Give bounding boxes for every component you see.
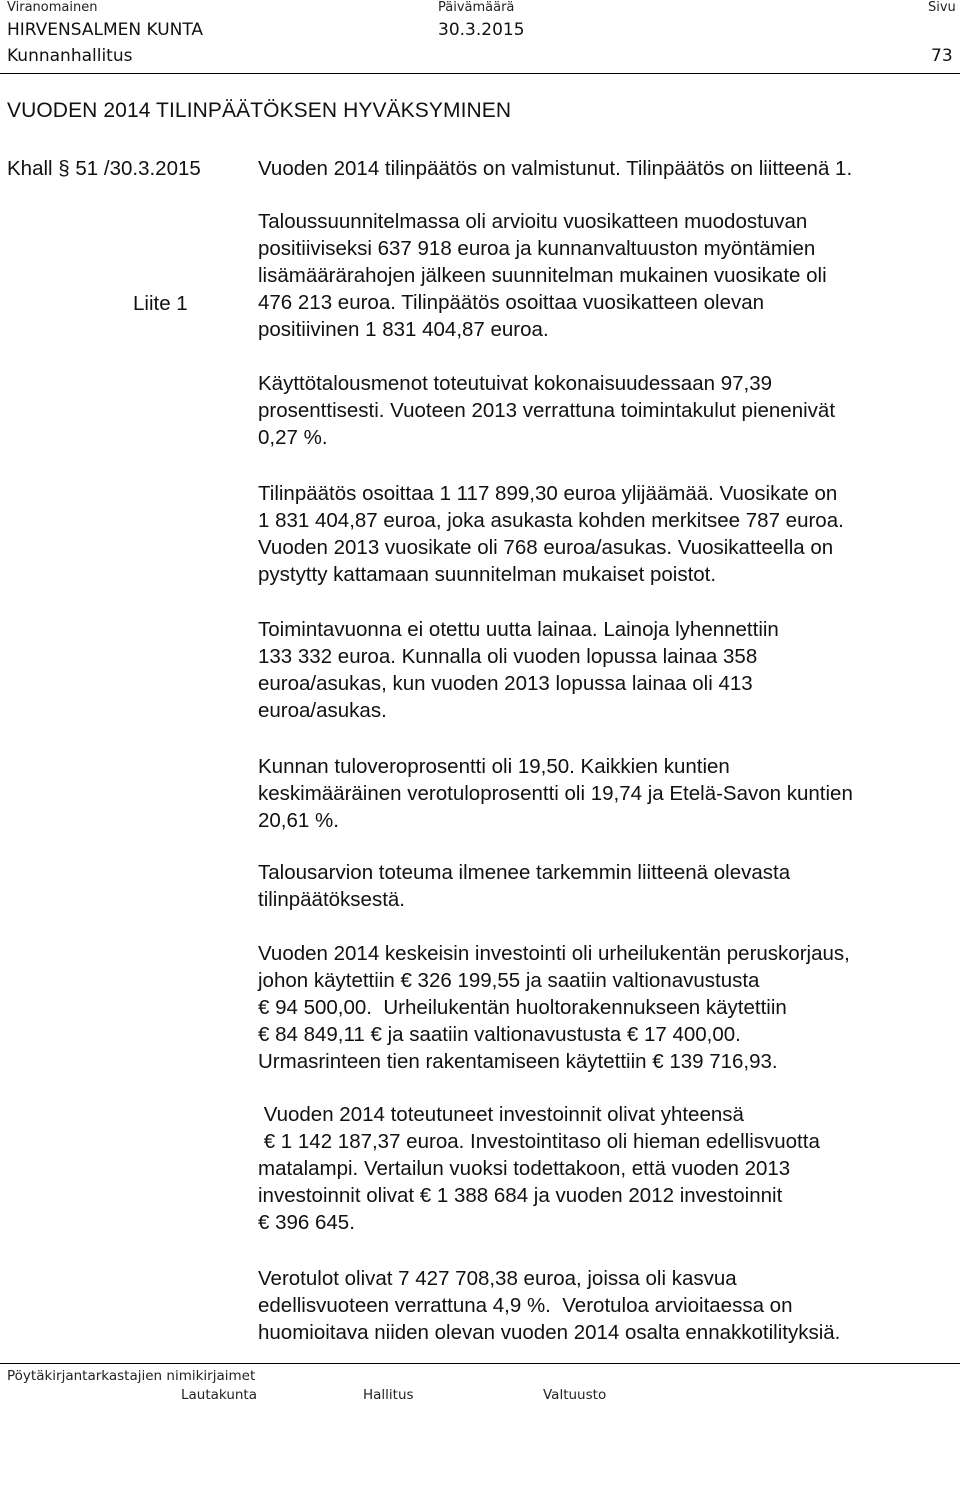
header-label-page: Sivu — [928, 0, 956, 15]
issuing-body: Kunnanhallitus — [7, 46, 133, 66]
paragraph-line: Vuoden 2013 vuosikate oli 768 euroa/asukas. Vuosikatteella on — [258, 536, 834, 559]
paragraph-line: lisämäärärahojen jälkeen suunnitelman mukainen vuosikate oli — [258, 264, 827, 287]
footer-col-valtuusto: Valtuusto — [543, 1387, 607, 1403]
paragraph-line: 476 213 euroa. Tilinpäätös osoittaa vuosikatteen olevan — [258, 291, 765, 314]
paragraph-line: positiiviseksi 637 918 euroa ja kunnanvaltuuston myöntämien — [258, 237, 816, 260]
paragraph — [258, 208, 948, 343]
paragraph-line: 0,27 %. — [258, 426, 328, 449]
paragraph-line: Taloussuunnitelmassa oli arvioitu vuosikatteen muodostuvan — [258, 210, 808, 233]
attachment-label: Liite 1 — [133, 292, 188, 315]
paragraph — [258, 859, 948, 913]
paragraph — [258, 616, 948, 724]
paragraph-line: Urmasrinteen tien rakentamiseen käytettiin € 139 716,93. — [258, 1050, 778, 1073]
paragraph-line: Käyttötalousmenot toteutuivat kokonaisuudessaan 97,39 — [258, 372, 772, 395]
paragraph-line: pystytty kattamaan suunnitelman mukaiset poistot. — [258, 563, 717, 586]
paragraph-line: 20,61 %. — [258, 809, 339, 832]
paragraph-line: edellisvuoteen verrattuna 4,9 %. Verotuloa arvioitaessa on — [258, 1294, 793, 1317]
paragraph-line: Toimintavuonna ei otettu uutta lainaa. Lainoja lyhennettiin — [258, 618, 779, 641]
paragraph-line: € 396 645. — [258, 1211, 355, 1234]
meeting-reference: Khall § 51 /30.3.2015 — [7, 157, 201, 180]
paragraph-line: keskimääräinen verotuloprosentti oli 19,74 ja Etelä-Savon kuntien — [258, 782, 853, 805]
paragraph-line: johon käytettiin € 326 199,55 ja saatiin valtionavustusta — [258, 969, 760, 992]
footer-col-hallitus: Hallitus — [363, 1387, 414, 1403]
header-divider — [0, 73, 960, 74]
paragraph-line: matalampi. Vertailun vuoksi todettakoon, että vuoden 2013 — [258, 1157, 791, 1180]
footer-col-lautakunta: Lautakunta — [181, 1387, 257, 1403]
paragraph-line: Vuoden 2014 tilinpäätös on valmistunut. Tilinpäätös on liitteenä 1. — [258, 157, 853, 180]
paragraph-line: investoinnit olivat € 1 388 684 ja vuoden 2012 investoinnit — [258, 1184, 783, 1207]
page-number: 73 — [931, 46, 953, 66]
municipality-name: HIRVENSALMEN KUNTA — [7, 20, 204, 40]
paragraph-line: Tilinpäätös osoittaa 1 117 899,30 euroa ylijäämää. Vuosikate on — [258, 482, 838, 505]
paragraph — [258, 480, 948, 588]
paragraph-line: Vuoden 2014 toteutuneet investoinnit olivat yhteensä — [258, 1103, 744, 1126]
paragraph-line: euroa/asukas. — [258, 699, 387, 722]
paragraph-line: € 94 500,00. Urheilukentän huoltorakennukseen käytettiin — [258, 996, 787, 1019]
paragraph-line: positiivinen 1 831 404,87 euroa. — [258, 318, 549, 341]
page-title: VUODEN 2014 TILINPÄÄTÖKSEN HYVÄKSYMINEN — [7, 99, 512, 122]
footer-label: Pöytäkirjantarkastajien nimikirjaimet — [7, 1368, 256, 1384]
paragraph-line: Verotulot olivat 7 427 708,38 euroa, joissa oli kasvua — [258, 1267, 737, 1290]
paragraph-line: huomioitava niiden olevan vuoden 2014 osalta ennakkotilityksiä. — [258, 1321, 841, 1344]
paragraph-line: tilinpäätöksestä. — [258, 888, 406, 911]
paragraph-line: 1 831 404,87 euroa, joka asukasta kohden merkitsee 787 euroa. — [258, 509, 844, 532]
paragraph-line: Talousarvion toteuma ilmenee tarkemmin liitteenä olevasta — [258, 861, 791, 884]
paragraph-line: Vuoden 2014 keskeisin investointi oli urheilukentän peruskorjaus, — [258, 942, 850, 965]
paragraph-line: prosenttisesti. Vuoteen 2013 verrattuna toimintakulut pienenivät — [258, 399, 836, 422]
paragraph-line: € 84 849,11 € ja saatiin valtionavustusta € 17 400,00. — [258, 1023, 741, 1046]
paragraph — [258, 155, 948, 182]
header-label-date: Päivämäärä — [438, 0, 515, 15]
paragraph — [258, 370, 948, 451]
paragraph-line: Kunnan tuloveroprosentti oli 19,50. Kaikkien kuntien — [258, 755, 730, 778]
paragraph-line: 133 332 euroa. Kunnalla oli vuoden lopussa lainaa 358 — [258, 645, 758, 668]
footer-divider — [0, 1363, 960, 1364]
paragraph — [258, 940, 948, 1075]
paragraph-line: euroa/asukas, kun vuoden 2013 lopussa lainaa oli 413 — [258, 672, 753, 695]
header-label-signer: Viranomainen — [7, 0, 98, 15]
paragraph — [258, 753, 948, 834]
paragraph — [258, 1101, 948, 1236]
paragraph-line: € 1 142 187,37 euroa. Investointitaso oli hieman edellisvuotta — [258, 1130, 820, 1153]
paragraph — [258, 1265, 948, 1346]
document-date: 30.3.2015 — [438, 20, 525, 40]
